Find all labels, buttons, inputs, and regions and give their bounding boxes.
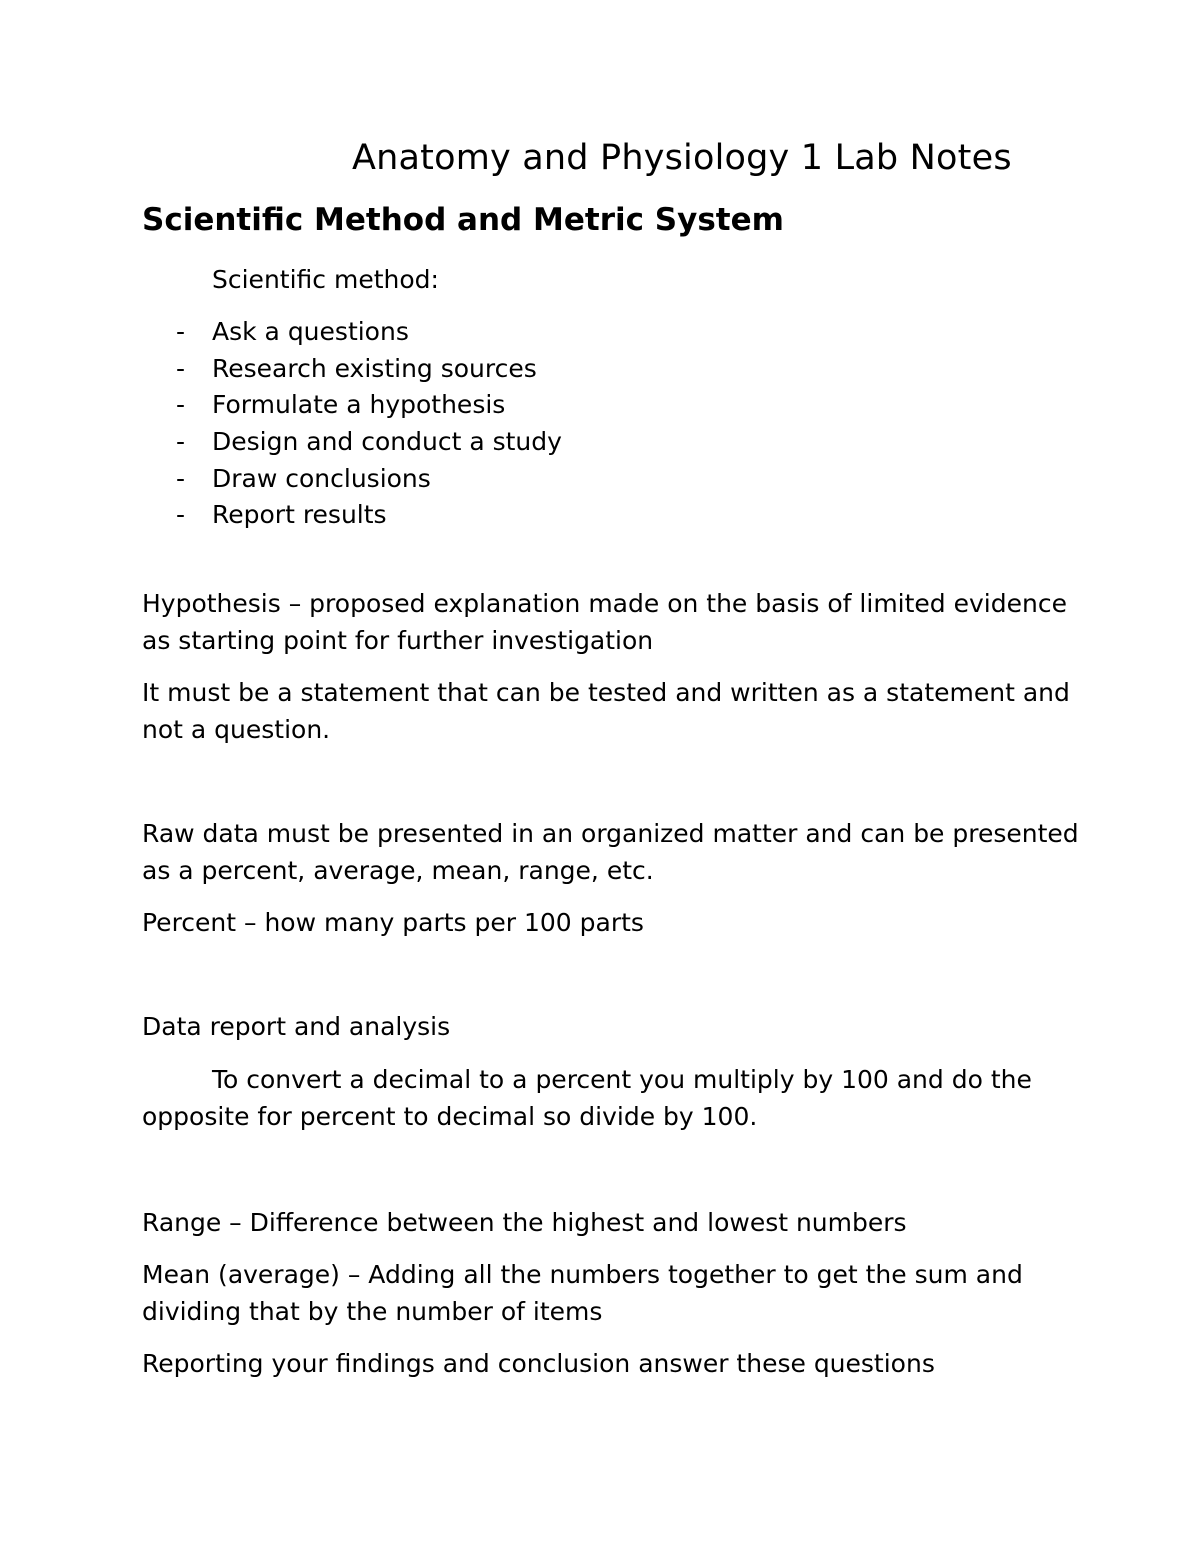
range-paragraph: Range – Difference between the highest and lowest numbers	[142, 1208, 907, 1237]
bullet-dash: -	[176, 317, 186, 346]
data-report-paragraph: Data report and analysis	[142, 1012, 451, 1041]
step-text: Ask a questions	[212, 317, 409, 346]
section-heading: Scientific Method and Metric System	[142, 202, 784, 238]
raw-data-paragraph: Raw data must be presented in an organized matter and can be presented as a percent, average, mean, range, etc.	[142, 819, 1079, 885]
bullet-dash: -	[176, 353, 186, 383]
step-text: Research existing sources	[212, 353, 537, 383]
document-title: Anatomy and Physiology 1 Lab Notes	[352, 138, 1012, 178]
bullet-dash: -	[176, 427, 186, 457]
step-text: Design and conduct a study	[212, 427, 562, 457]
hypothesis-paragraph: Hypothesis – proposed explanation made on the basis of limited evidence as starting point for further investigation	[142, 589, 1067, 655]
step-text: Draw conclusions	[212, 463, 431, 493]
mean-paragraph: Mean (average) – Adding all the numbers together to get the sum and dividing that by the number of items	[142, 1260, 1023, 1326]
statement-paragraph: It must be a statement that can be tested and written as a statement and not a question.	[142, 678, 1070, 744]
step-text: Formulate a hypothesis	[212, 390, 506, 420]
bullet-dash: -	[176, 463, 186, 493]
scientific-method-label: Scientific method:	[212, 265, 439, 294]
bullet-dash: -	[176, 500, 186, 530]
percent-paragraph: Percent – how many parts per 100 parts	[142, 908, 644, 937]
bullet-dash: -	[176, 390, 186, 420]
step-text: Report results	[212, 500, 387, 530]
reporting-paragraph: Reporting your findings and conclusion answer these questions	[142, 1349, 935, 1378]
convert-paragraph: To convert a decimal to a percent you multiply by 100 and do the opposite for percent to decimal so divide by 100.	[142, 1065, 1032, 1131]
